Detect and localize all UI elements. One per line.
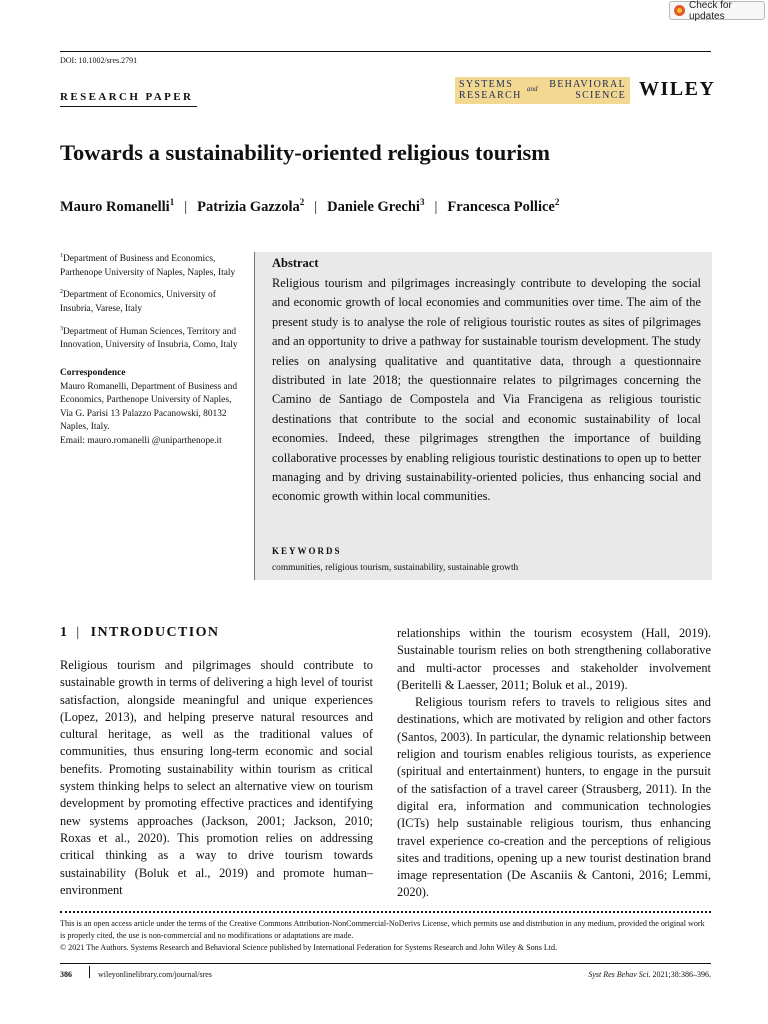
abstract-text: Religious tourism and pilgrimages increasingly contribute to developing the social and economic growth of local economies and communities over time. The aim of the present study is to analyse the role of religious touristic routes as sites of pilgrimages and an opportunity to drive a pathway for sustainable tourism development. The study relies on analysing qualitative and quantitative data, through a questionnaire distributed in late 2018; the questionnaire relates to pilgrimages concerning the Camino de Santiago de Compostela and Via Francigena as religious touristic destinations that contribute to the social and economic sustainability of local economies. Indeed, these pilgrimages strengthen the importance of building collaborative processes by enabling religious touristic destinations to open up to better managing and by driving sustainability-oriented policies, thus enhancing social and economic growth within local communities.	[272, 276, 701, 504]
journal-logo-word: SCIENCE	[575, 90, 626, 101]
author-name[interactable]: Daniele Grechi	[327, 198, 420, 215]
section-title: INTRODUCTION	[90, 625, 220, 640]
license-text: This is an open access article under the terms of the Creative Commons Attribution-NonCommercial-NoDerivs License, which permits use and distribution in any medium, provided the original work is properly cited, the use is non-commercial and no modifications or adaptations are made.	[60, 919, 705, 940]
correspondence-email[interactable]: Email: mauro.romanelli @uniparthenope.it	[60, 435, 222, 446]
page-number: 386	[60, 970, 72, 979]
publisher-logo: WILEY	[639, 78, 716, 100]
footer-rule	[60, 963, 711, 964]
keywords-list: communities, religious tourism, sustainability, sustainable growth	[272, 563, 519, 573]
journal-logo-word: RESEARCH	[459, 90, 522, 101]
check-for-updates-label: Check for updates	[689, 0, 732, 22]
author-separator: |	[184, 198, 188, 215]
affiliation-text: Department of Business and Economics, Parthenope University of Naples, Naples, Italy	[60, 254, 236, 278]
article-type-label: RESEARCH PAPER	[60, 91, 194, 103]
citation-volume-pages: 2021;38:386–396.	[650, 970, 711, 979]
keywords-heading: KEYWORDS	[272, 546, 342, 556]
doi: DOI: 10.1002/sres.2791	[60, 56, 138, 65]
affiliation-mark: 1	[60, 253, 63, 259]
journal-logo-word: SYSTEMS	[459, 79, 514, 90]
correspondence-address: Mauro Romanelli, Department of Business and Economics, Parthenope University of Naples, Via G. Parisi 13 Palazzo Pacanowski, 80132 Naples, Italy.	[60, 381, 238, 433]
affiliation	[60, 323, 245, 353]
body-paragraph: Religious tourism refers to travels to religious sites and destinations, which are motivated by religion and other factors (Santos, 2003). In particular, the dynamic relationship between religion and tourism enables religious tourists, as experience (spiritual and entertainment) hunters, to engage in the pursuit of the satisfaction of a travel career (Strausberg, 2011). In the digital era, information and communication technologies (ICTs) help sustainable religious tourism, thus enhancing travel experience co-creation and the perceptions of religious sites and traditions, opening up a new tourist destination brand image representation (De Ascaniis & Cantoni, 2016; Lemmi, 2020).	[397, 695, 711, 900]
license-notice	[60, 918, 711, 953]
affiliation-text: Department of Economics, University of Insubria, Varese, Italy	[60, 290, 216, 315]
body-paragraph: relationships within the tourism ecosystem (Hall, 2019). Sustainable tourism relies on both strengthening collaborative and multi-actor processes and stakeholder involvement (Beritelli & Laesser, 2011; Boluk et al., 2019).	[397, 626, 711, 692]
check-for-updates-button[interactable]	[669, 1, 765, 20]
affiliation-text: Department of Human Sciences, Territory and Innovation, University of Insubria, Como, Italy	[60, 326, 238, 351]
journal-website-link[interactable]: wileyonlinelibrary.com/journal/sres	[98, 970, 212, 979]
body-column-left	[60, 657, 373, 899]
affiliation-mark: 3	[60, 325, 63, 332]
affiliation	[60, 250, 245, 280]
author-name[interactable]: Mauro Romanelli	[60, 198, 170, 215]
author-affiliation-mark: 1	[169, 197, 175, 207]
section-heading-introduction	[60, 625, 219, 641]
page-number-divider	[89, 966, 90, 978]
body-column-right	[397, 625, 711, 902]
section-separator: |	[76, 625, 81, 640]
affiliations-column	[60, 250, 245, 449]
journal-logo-and: and	[527, 85, 538, 93]
crossmark-icon	[674, 5, 685, 16]
author-separator: |	[314, 198, 318, 215]
author-affiliation-mark: 2	[554, 197, 560, 207]
article-type-underline	[60, 106, 197, 107]
copyright-text: © 2021 The Authors. Systems Research and Behavioral Science published by International Federation for Systems Research and John Wiley & Sons Ltd.	[60, 942, 558, 952]
correspondence-heading: Correspondence	[60, 367, 126, 378]
abstract-heading: Abstract	[272, 256, 319, 270]
affiliation	[60, 286, 245, 316]
journal-logo	[455, 77, 630, 104]
citation-line	[588, 970, 711, 979]
section-number: 1	[60, 625, 69, 640]
author-affiliation-mark: 2	[299, 197, 305, 207]
article-title: Towards a sustainability-oriented religious tourism	[60, 140, 551, 165]
author-name[interactable]: Francesca Pollice	[447, 198, 555, 215]
affiliation-mark: 2	[60, 289, 63, 296]
body-paragraph: Religious tourism and pilgrimages should contribute to sustainable growth in terms of delivering a high level of tourist satisfaction, alongside meaningful and unique experiences (Lopez, 2013), and helping preserve natural resources and cultural heritage, as well as the traditional values of communities, thus ensuring long-term economic and social benefits. Promoting sustainability within tourism as critical system thinking helps to select an alternative view on tourism development by promoting effective practices and identifying new systems approaches (Jackson, 2001; Jackson, 2010; Roxas et al., 2020). This promotion relies on addressing critical thinking as a way to drive tourism towards sustainability (Boluk et al., 2019) and promote human–environment	[60, 658, 373, 897]
journal-logo-word: BEHAVIORAL	[549, 79, 626, 90]
author-affiliation-mark: 3	[419, 197, 425, 207]
author-name[interactable]: Patrizia Gazzola	[197, 198, 300, 215]
journal-abbreviation: Syst Res Behav Sci.	[588, 970, 651, 979]
author-separator: |	[434, 198, 438, 215]
author-list	[60, 197, 559, 216]
license-divider	[60, 911, 711, 913]
header-rule	[60, 51, 711, 52]
